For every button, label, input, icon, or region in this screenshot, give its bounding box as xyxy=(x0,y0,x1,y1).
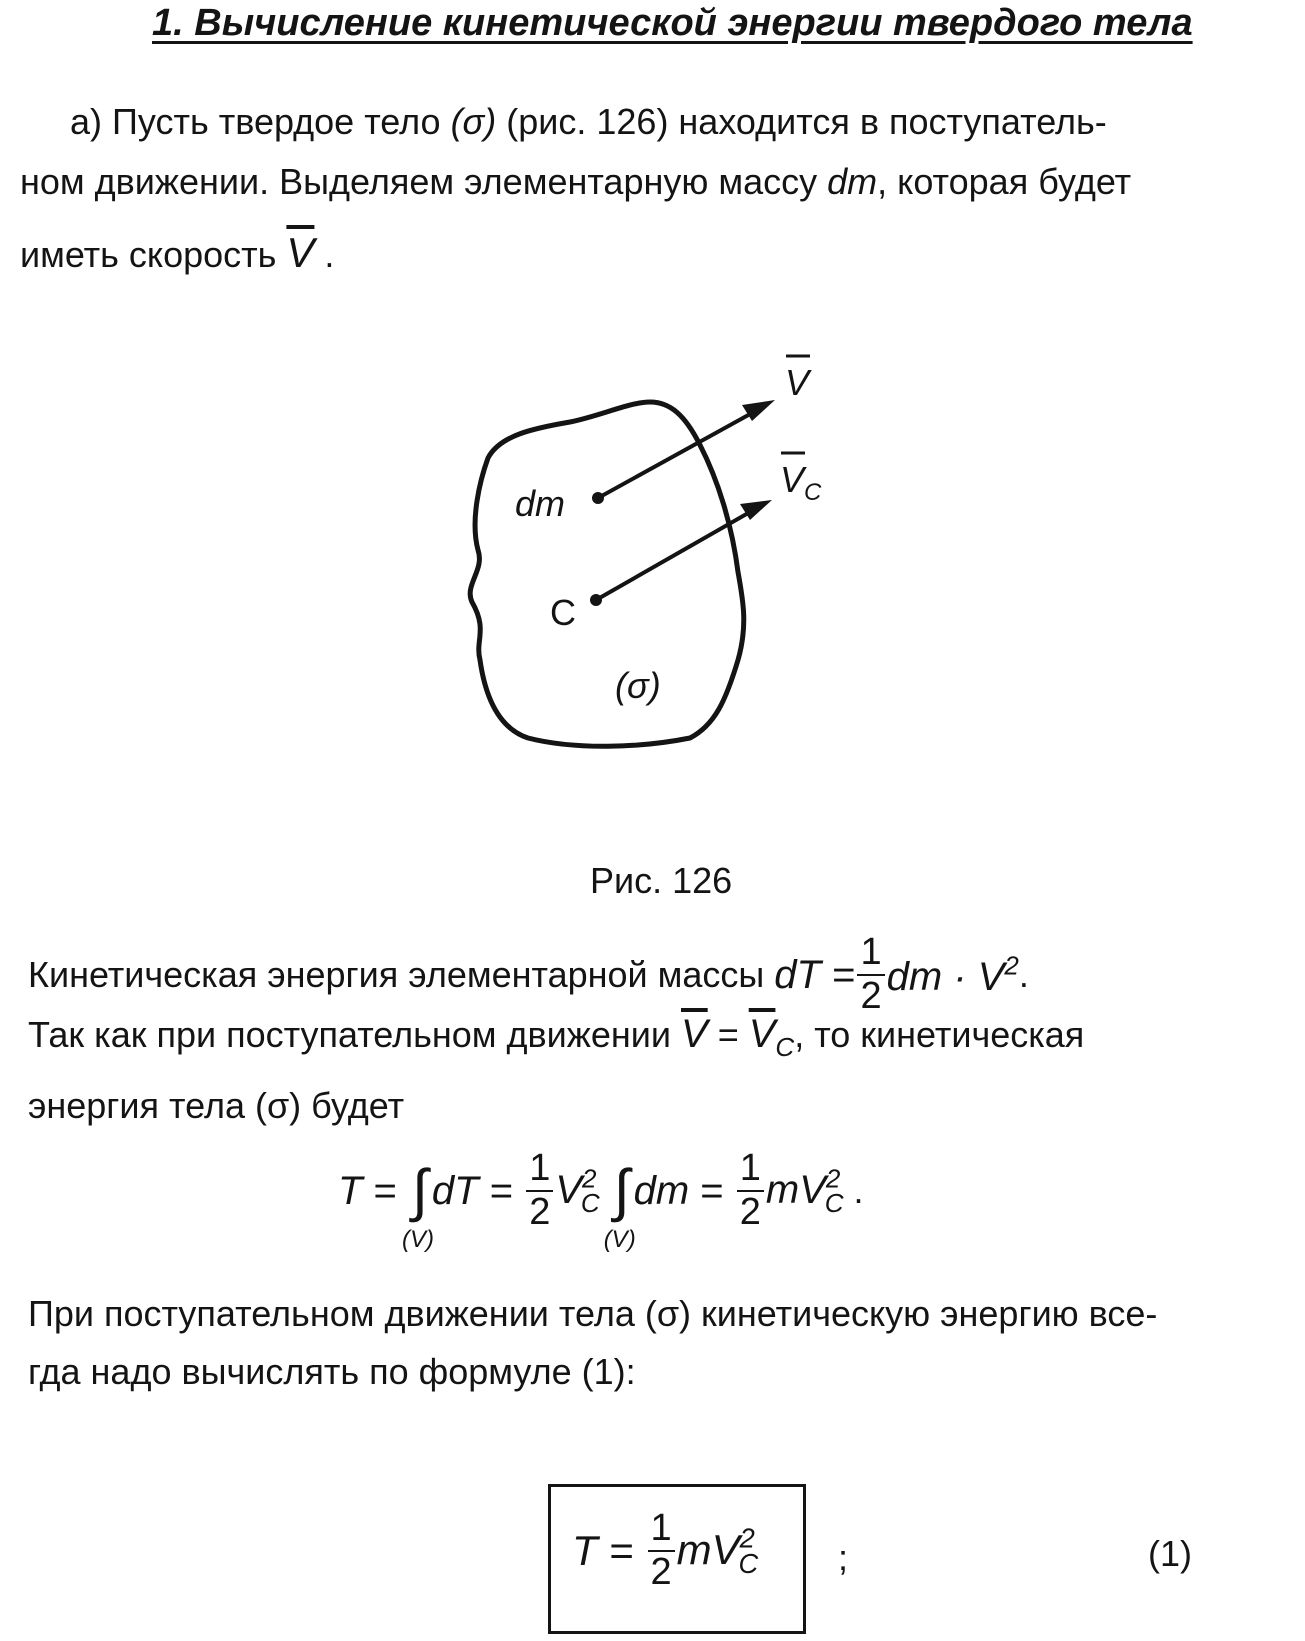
integral-sign-1: ∫ (V) xyxy=(402,1157,435,1253)
fraction-half xyxy=(857,932,884,1018)
fraction-denominator: 2 xyxy=(860,974,882,1017)
kinetic-energy-line xyxy=(28,932,1029,1018)
formula-mvc2: $mV^2_C$ xyxy=(676,1522,759,1580)
formula-semicolon: ; xyxy=(838,1537,849,1578)
equals: = xyxy=(707,1014,749,1055)
section-heading: 1. Вычисление кинетической энергии твердого тела xyxy=(152,2,1193,44)
conclusion-line-1: При поступательном движении тела (σ) кинетическую энергию все- xyxy=(28,1293,1158,1334)
fraction-half: $\frac{1}{2}$ xyxy=(648,1508,675,1594)
kinetic-lhs: dT xyxy=(774,952,821,997)
eq-sign: = xyxy=(689,1168,735,1213)
fraction-numerator: 1 xyxy=(857,932,884,976)
conclusion-line-2: гда надо вычислять по формуле (1): xyxy=(28,1351,636,1392)
vc-symbol: $\overline{V}_C$ xyxy=(748,1012,795,1063)
intro-text: а) Пусть твердое тело xyxy=(70,101,451,142)
intro-text: ном движении. Выделяем элементарную массу xyxy=(20,161,828,202)
intro-text: . xyxy=(314,234,335,275)
eq-mvc2: $mV^2_C$ xyxy=(765,1163,844,1219)
translational-text: , то кинетическая xyxy=(794,1014,1085,1055)
formula-1 xyxy=(572,1508,758,1608)
label-vc: $V_C$ xyxy=(780,459,822,506)
eq-dt: dT xyxy=(431,1168,479,1213)
translational-text: Так как при поступательном движении xyxy=(28,1014,681,1055)
dm-point xyxy=(592,492,604,504)
label-sigma: (σ) xyxy=(615,665,661,706)
eq-t: T xyxy=(338,1168,363,1213)
kinetic-eq: = xyxy=(820,952,856,997)
fraction-half: $\frac{1}{2}$ xyxy=(526,1148,553,1234)
kinetic-text: Кинетическая энергия элементарной массы xyxy=(28,953,775,995)
eq-vc2: $V^2_C$ xyxy=(555,1163,600,1219)
formula-t: T xyxy=(572,1526,598,1574)
intro-line-1 xyxy=(70,101,1107,142)
translational-line xyxy=(28,1012,1085,1063)
figure-caption: Рис. 126 xyxy=(590,860,733,901)
integral-sign-2: ∫ (V) xyxy=(603,1157,636,1253)
translational-line-2: энергия тела (σ) будет xyxy=(28,1085,405,1126)
intro-text: (рис. 126) находится в поступатель- xyxy=(496,101,1107,142)
kinetic-tail: . xyxy=(1018,953,1029,995)
integral-limit-2: (V) xyxy=(603,1225,636,1253)
rigid-body-outline xyxy=(470,402,744,746)
eq-sign: = xyxy=(478,1168,525,1213)
velocity-arrow-dm xyxy=(598,413,752,498)
figure-126 xyxy=(400,340,880,770)
label-c: C xyxy=(550,592,576,633)
fraction-half: $\frac{1}{2}$ xyxy=(737,1148,764,1234)
integral-equation xyxy=(338,1148,864,1258)
kinetic-rhs: dm · $V^2$ xyxy=(886,950,1019,1000)
sigma-symbol: (σ) xyxy=(450,101,497,142)
formula-eq: = xyxy=(597,1526,646,1574)
center-of-mass-point xyxy=(590,594,602,606)
v-symbol: $\overline{V}$ xyxy=(681,1012,708,1056)
label-dm: dm xyxy=(515,483,566,524)
dm-symbol: dm xyxy=(827,161,878,202)
eq-dm: dm xyxy=(633,1168,690,1213)
intro-text: , которая будет xyxy=(877,161,1132,202)
eq-tail: . xyxy=(843,1169,864,1211)
velocity-arrow-c xyxy=(596,512,750,600)
intro-text: иметь скорость xyxy=(20,234,287,275)
eq-sign: = xyxy=(362,1168,409,1213)
integral-limit-1: (V) xyxy=(402,1225,435,1253)
formula-number: (1) xyxy=(1148,1533,1192,1574)
intro-line-3 xyxy=(20,229,335,276)
velocity-symbol: $\overline{V}$ xyxy=(286,229,315,276)
intro-line-2 xyxy=(20,161,1132,202)
label-v: V xyxy=(785,362,810,403)
